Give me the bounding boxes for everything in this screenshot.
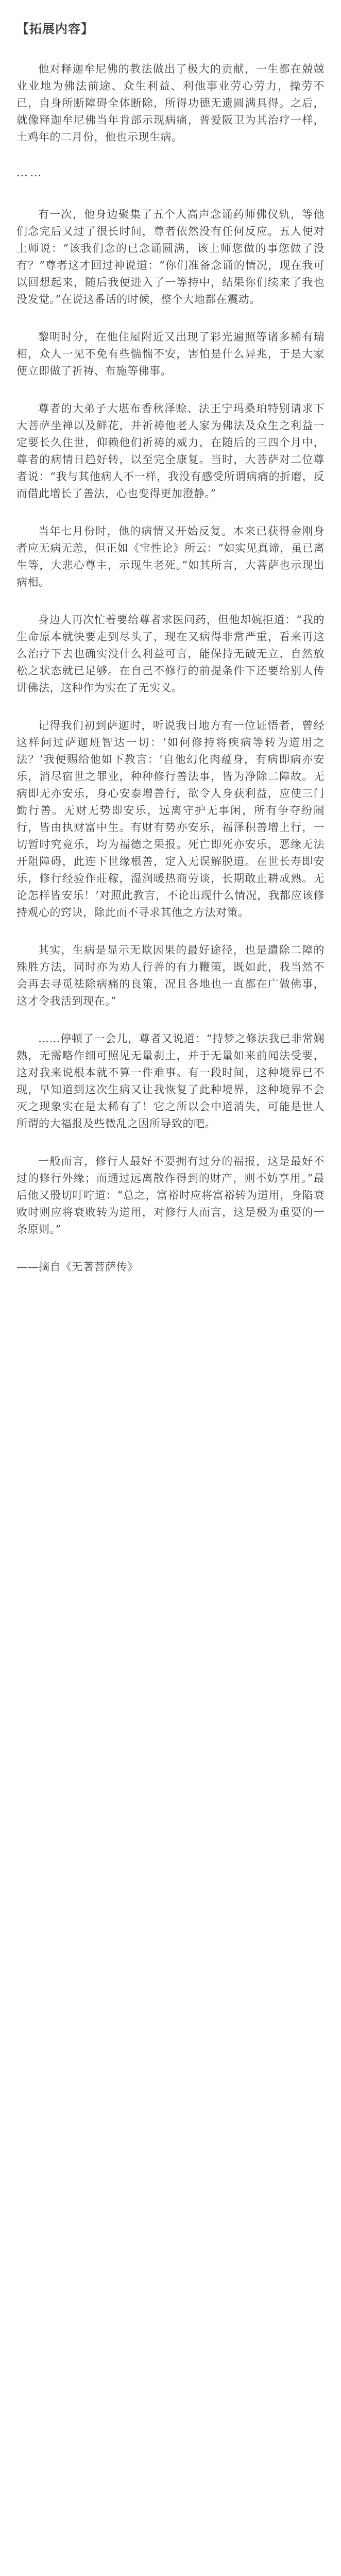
paragraph: 一般而言，修行人最好不要拥有过分的福报，这是最好不过的修行外缘；而通过远离散作得到的财产，则不妨享用。”最后他又殷切叮咛道：“总之，富裕时应将富裕转为道用，身陷衰败时则应将衰败转为道用，对修行人而言，这是极为重要的一条原则。” <box>16 1155 325 1235</box>
paragraph: ……停顿了一会儿，尊者又说道：“持梦之修法我已非常娴熟，无需略作细可照见无量刹土，并于无量如来前闻法受要，这对我来说根本就不算一件难事。有一段时间，这种境界已不现，早知道到这次生病又让我恢复了此种境界，这种境界不会灭之现象实在是太稀有了！它之所以会中道消失，可能是世人所谓的大福报及些微乱之因所导致的吧。 <box>16 1032 325 1130</box>
paragraph: 尊者的大弟子大堪布香秋泽赊、法王宁玛桑珀特别请求下大菩萨坐禅以及鲜花，并祈祷他老人家为佛法及众生之利益一定要长久住世，仰赖他们祈祷的威力，在随后的三四个月中，尊者的病情日趋好转，以至完全康复。当时，大菩萨对二位尊者说：“我与其他病人不一样，我没有感受所谓病痛的折磨，反而借此增长了善法，心也变得更加澄静。” <box>16 402 325 500</box>
section-tag: 【拓展内容】 <box>16 22 94 36</box>
paragraph: 黎明时分，在他住屋附近又出现了彩光遍照等诸多稀有瑞相，众人一见不免有些惴惴不安，害怕是什么异兆，于是大家便立即做了祈祷、布施等佛事。 <box>16 331 325 377</box>
ellipsis-separator: …… <box>16 166 43 179</box>
paragraph: 他对释迦牟尼佛的教法做出了极大的贡献，一生都在兢兢业业地为佛法前途、众生利益、利他事业劳心劳力，操劳不已，自身所断障碍全体断除，所得功德无遗圆满具得。之后，就像释迦牟尼佛当年肯部示现病痛，普爱阪卫为其治疗一样，土鸡年的二月份，他也示现生病。 <box>16 63 325 143</box>
paragraph: 身边人再次忙着要给尊者求医问药，但他却婉拒道：“我的生命原本就快要走到尽头了，现在又病得非常严重，看来再这么治疗下去也确实没什么利益可言，能保持无破无立、自然放松之状态就已足够。在自己不修行的前提条件下还要给别人传讲佛法，这种作为实在了无实义。 <box>16 614 325 694</box>
paragraph: 有一次，他身边聚集了五个人高声念诵药师佛仪轨，等他们念完后又过了很长时间，尊者依然没有任何反应。五人便对上师说：“该我们念的已念诵圆满，该上师您做的事您做了没有？”尊者这才回过神说道：“你们准备念诵的情况，现在我可以回想起来，随后我便进入了一等持中，结果你们续来了我也没发觉。”在说这番话的时候，整个大地都在震动。 <box>16 208 325 306</box>
article-body <box>16 61 325 1276</box>
source-attribution: ——摘自《无著菩萨传》 <box>16 1261 139 1273</box>
paragraph: 其实，生病是显示无欺因果的最好途径，也是遣除二障的殊胜方法，同时亦为劝人行善的有力鞭策，既如此，我当然不会再去寻觅祛除病痛的良策，况且各地也一直都在广做佛事，这才令我活到现在。” <box>16 944 325 1007</box>
paragraph: 当年七月份时，他的病情又开始反复。本来已获得金刚身者应无病无恙，但正如《宝性论》所云：“如实见真谛，虽已离生等，大悲心尊主，示现生老死。”如其所言，大菩萨也示现出病相。 <box>16 525 325 588</box>
paragraph: 记得我们初到萨迦时，听说我日地方有一位证悟者，曾经这样问过萨迦班智达一切：‘如何修持将疾病等转为道用之法？’我便赐给他如下教言：‘自他幻化肉蕴身，有病即病亦安乐，消尽宿世之罪业，种种修行善法事，皆为净除二障故。无病即无亦安乐，身心安泰增善行，欲令人身获利益，应使三门勤行善。无财无势即安乐，远离守护无事闲，所有争夺纷闹行，皆由执财富中生。有财有势亦安乐，福泽积善增上行，一切暂时究竟乐，均为福德之果报。死亡即死亦安乐，恶缘无法开阻障碍，此连下世缘根善，定入无误解脱道。在世长寿即安乐，修行经验作莊稼，湿润暖热商劳谈，长期敢止耕成熟。无论怎样皆安乐！’对照此教言，不论出现什么情况，我都应该修持观心的窍诀，除此而不寻求其他之方法对策。 <box>16 719 325 919</box>
